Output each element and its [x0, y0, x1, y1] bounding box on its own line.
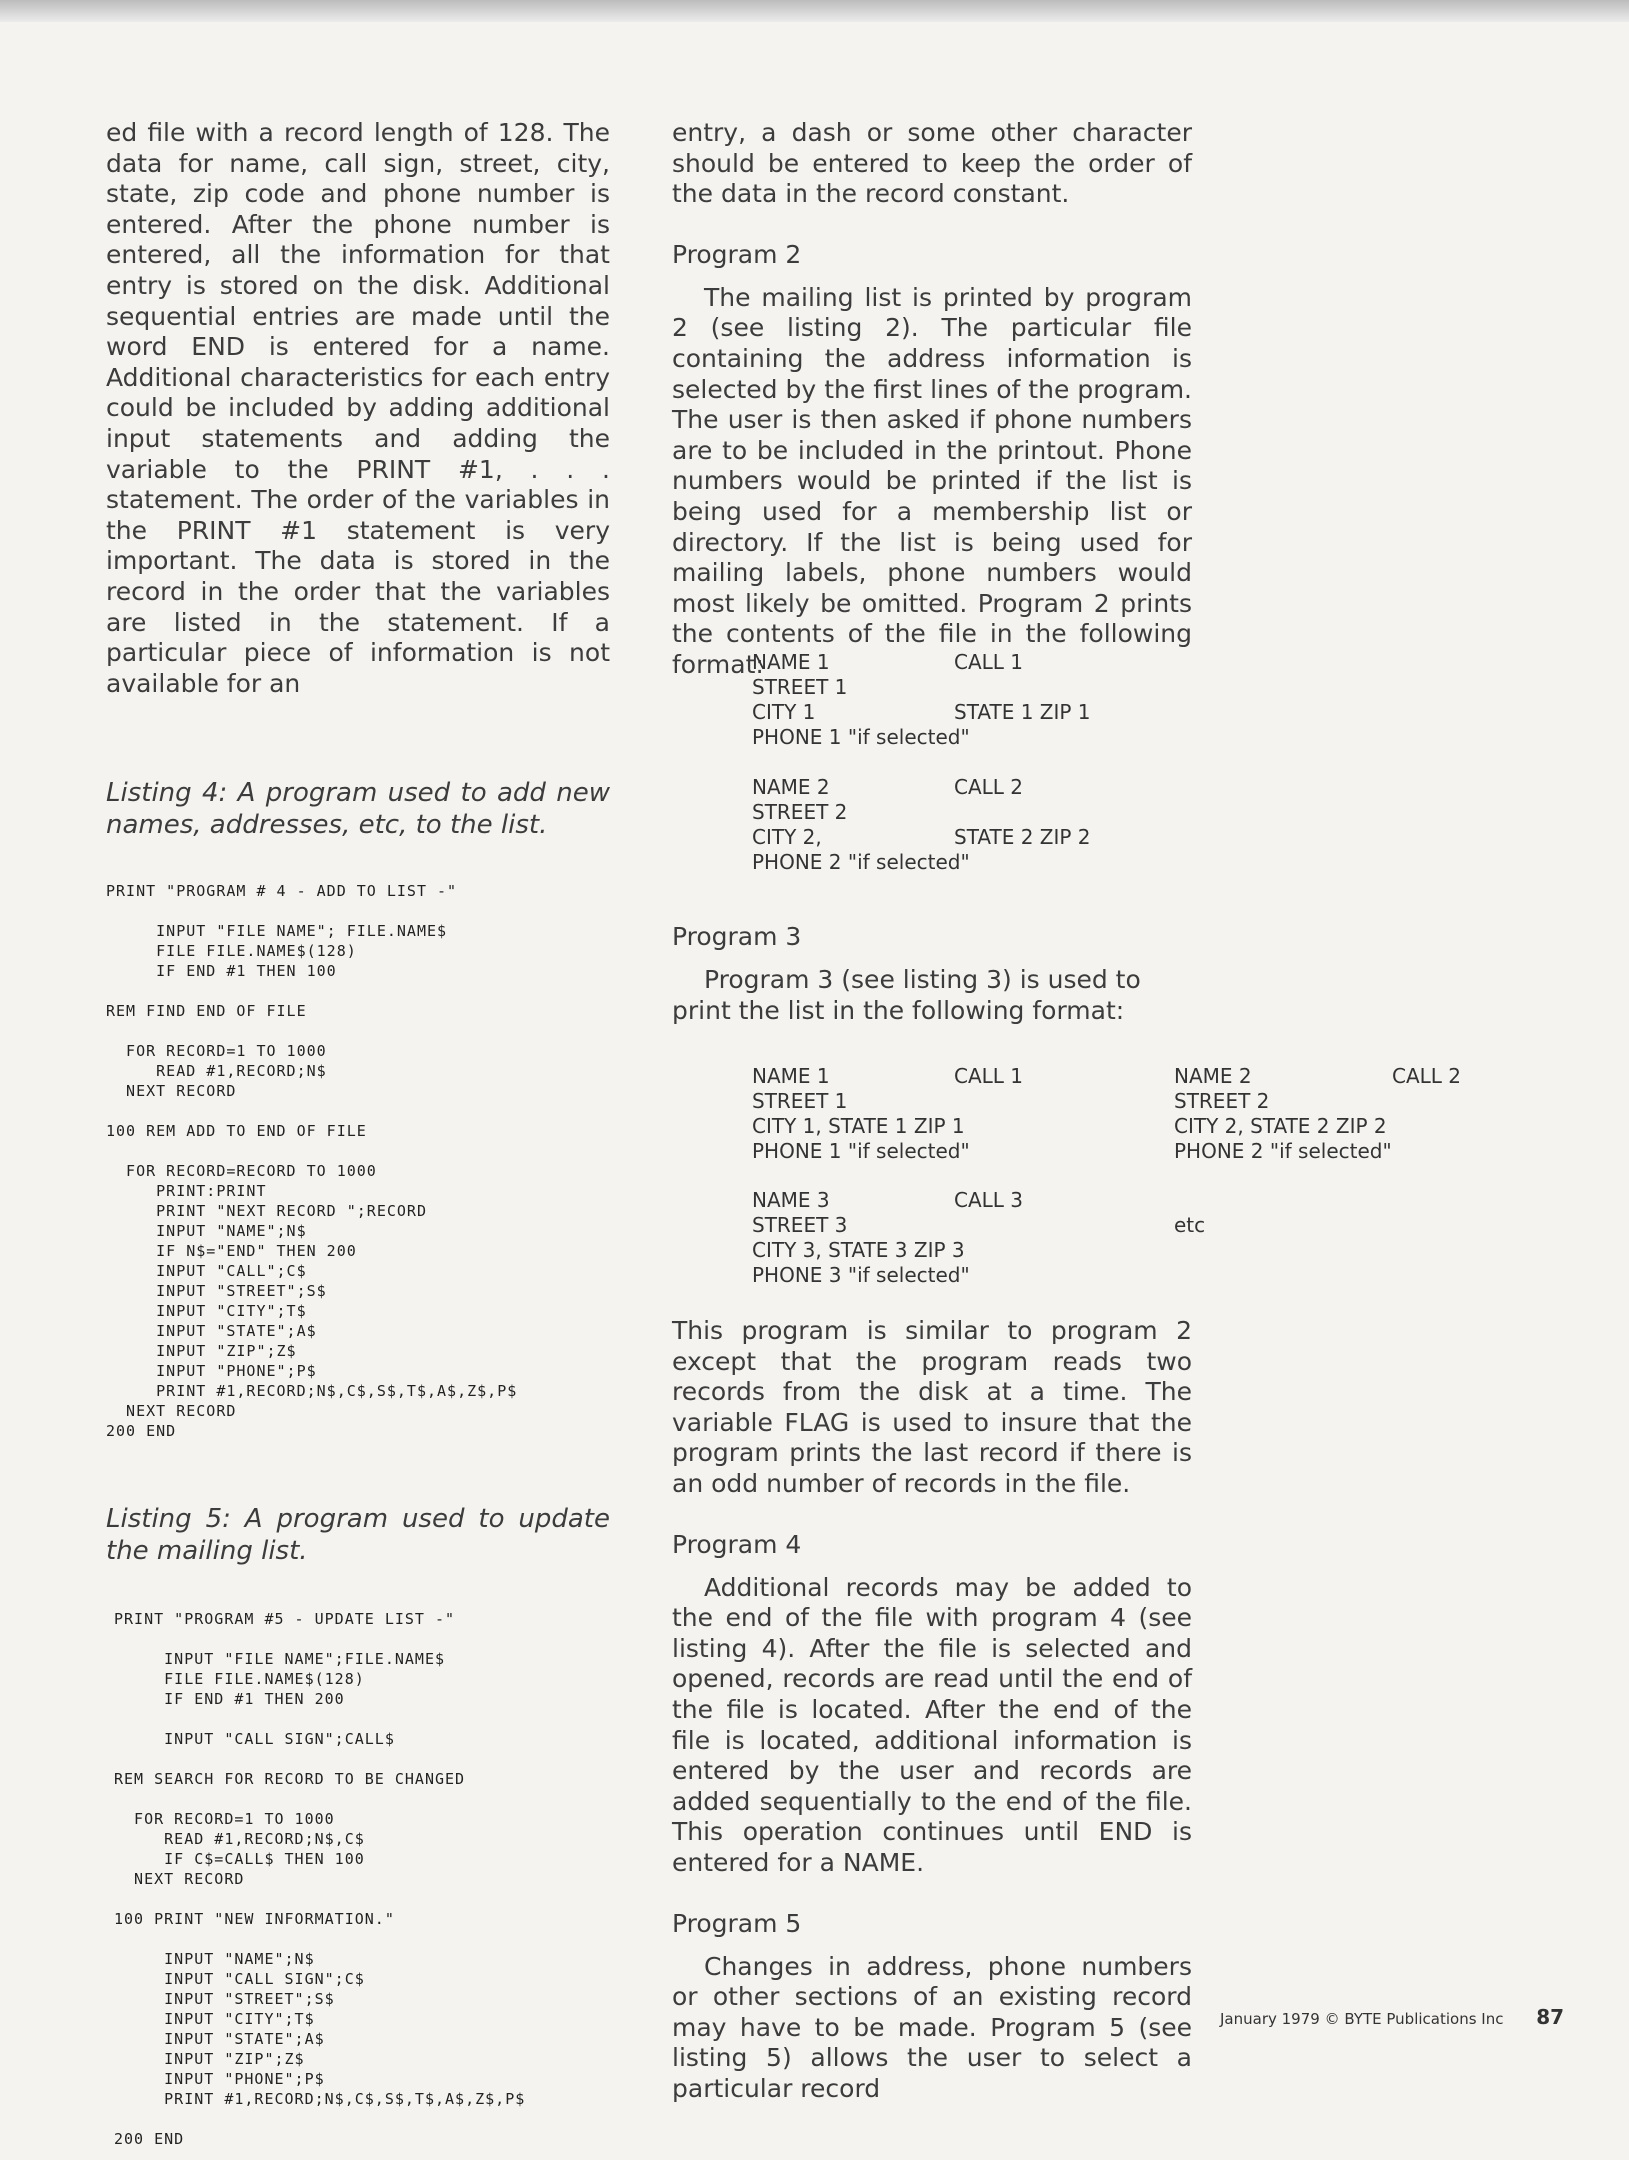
- format-state-zip: STATE 1 ZIP 1: [954, 700, 1091, 724]
- program-2-format: [752, 650, 1172, 890]
- format-call: CALL 1: [954, 1064, 1024, 1088]
- program-2-heading: Program 2: [672, 239, 802, 269]
- format-phone: PHONE 1 "if selected": [752, 725, 970, 749]
- format-name: NAME 3: [752, 1188, 830, 1212]
- format-etc: etc: [1174, 1213, 1206, 1237]
- format-call: CALL 1: [954, 650, 1024, 674]
- program-5-text: Changes in address, phone numbers or other sections of an existing record may have to be made. Program 5 (see listing 5) allows the user to select a particular record: [672, 1951, 1192, 2103]
- format-phone: PHONE 1 "if selected": [752, 1139, 970, 1163]
- format-city: CITY 1: [752, 700, 816, 724]
- format-city: CITY 3, STATE 3 ZIP 3: [752, 1238, 965, 1262]
- format-state-zip: STATE 2 ZIP 2: [954, 825, 1091, 849]
- listing-4-code: PRINT "PROGRAM # 4 - ADD TO LIST -" INPUT "FILE NAME"; FILE.NAME$ FILE FILE.NAME$(128) IF END #1 THEN 100 REM FIND END OF FILE FOR RECORD=1 TO 1000 READ #1,RECORD;N$ NEXT RECORD 100 REM ADD TO END OF FILE FOR RECORD=RECORD TO 1000 PRINT:PRINT PRINT "NEXT RECORD ";RECORD INPUT "NAME";N$ IF N$="END" THEN 200 INPUT "CALL";C$ INPUT "STREET";S$ INPUT "CITY";T$ INPUT "STATE";A$ INPUT "ZIP";Z$ INPUT "PHONE";P$ PRINT #1,RECORD;N$,C$,S$,T$,A$,Z$,P$ NEXT RECORD 200 END: [106, 882, 518, 1441]
- left-paragraph: ed file with a record length of 128. The data for name, call sign, street, city, state, zip code and phone number is entered. After the phone number is entered, all the information for that entry is stored on the disk. Additional sequential entries are made until the word END is entered for a name. Additional characteristics for each entry could be included by adding additional input statements and adding the variable to the PRINT #1, . . . statement. The order of the variables in the PRINT #1 statement is very important. The data is stored in the record in the order that the variables are listed in the statement. If a particular piece of information is not available for an: [106, 118, 610, 698]
- program-3-after: [672, 1316, 1192, 2104]
- program-2-text: The mailing list is printed by program 2 (see listing 2). The particular file containing the address information is selected by the first lines of the program. The user is then asked if phone numbers are to be included in the printout. Phone numbers would be printed if the list is being used for a membership list or directory. If the list is being used for mailing labels, phone numbers would most likely be omitted. Program 2 prints the contents of the file in the following format:: [672, 282, 1192, 679]
- listing-4-caption: Listing 4: A program used to add new names, addresses, etc, to the list.: [106, 778, 610, 841]
- format-name: NAME 1: [752, 1064, 830, 1088]
- format-city: CITY 2,: [752, 825, 822, 849]
- format-call: CALL 2: [1392, 1064, 1462, 1088]
- program-3-text: Program 3 (see listing 3) is used to print the list in the following format:: [672, 965, 1141, 1025]
- page-top-edge: [0, 0, 1629, 22]
- format-street: STREET 3: [752, 1213, 848, 1237]
- program-3-format: [752, 1064, 1532, 1304]
- format-phone: PHONE 3 "if selected": [752, 1263, 970, 1287]
- format-street: STREET 1: [752, 1089, 848, 1113]
- program-4-heading: Program 4: [672, 1529, 802, 1559]
- format-street: STREET 2: [752, 800, 848, 824]
- right-column: [672, 118, 1192, 681]
- format-name: NAME 2: [752, 775, 830, 799]
- program-3-heading: Program 3: [672, 922, 802, 951]
- right-intro: entry, a dash or some other character should be entered to keep the order of the data in the record constant.: [672, 118, 1192, 209]
- program-5-heading: Program 5: [672, 1908, 802, 1938]
- format-phone: PHONE 2 "if selected": [752, 850, 970, 874]
- listing-5-code: PRINT "PROGRAM #5 - UPDATE LIST -" INPUT "FILE NAME";FILE.NAME$ FILE FILE.NAME$(128) IF END #1 THEN 200 INPUT "CALL SIGN";CALL$ REM SEARCH FOR RECORD TO BE CHANGED FOR RECORD=1 TO 1000 READ #1,RECORD;N$,C$ IF C$=CALL$ THEN 100 NEXT RECORD 100 PRINT "NEW INFORMATION." INPUT "NAME";N$ INPUT "CALL SIGN";C$ INPUT "STREET";S$ INPUT "CITY";T$ INPUT "STATE";A$ INPUT "ZIP";Z$ INPUT "PHONE";P$ PRINT #1,RECORD;N$,C$,S$,T$,A$,Z$,P$ 200 END: [114, 1610, 526, 2149]
- listing-5-caption: Listing 5: A program used to update the mailing list.: [106, 1504, 610, 1567]
- page-number: 87: [1536, 2005, 1565, 2029]
- format-call: CALL 3: [954, 1188, 1024, 1212]
- program-3-after-text: This program is similar to program 2 except that the program reads two records from the disk at a time. The variable FLAG is used to insure that the program prints the last record if there is an odd number of records in the file.: [672, 1316, 1192, 1498]
- format-city: CITY 2, STATE 2 ZIP 2: [1174, 1114, 1387, 1138]
- format-call: CALL 2: [954, 775, 1024, 799]
- program-3-section: [672, 922, 1192, 1026]
- page-footer: [1220, 2005, 1564, 2029]
- format-phone: PHONE 2 "if selected": [1174, 1139, 1392, 1163]
- format-street: STREET 2: [1174, 1089, 1270, 1113]
- left-column: [106, 118, 610, 2149]
- format-name: NAME 1: [752, 650, 830, 674]
- format-city: CITY 1, STATE 1 ZIP 1: [752, 1114, 965, 1138]
- publication-credit: January 1979 © BYTE Publications Inc: [1220, 2010, 1504, 2028]
- format-street: STREET 1: [752, 675, 848, 699]
- format-name: NAME 2: [1174, 1064, 1252, 1088]
- program-4-text: Additional records may be added to the end of the file with program 4 (see listing 4). After the file is selected and opened, records are read until the end of the file is located. After the end of the file is located, additional information is entered by the user and records are added sequentially to the end of the file. This operation continues until END is entered for a NAME.: [672, 1572, 1192, 1877]
